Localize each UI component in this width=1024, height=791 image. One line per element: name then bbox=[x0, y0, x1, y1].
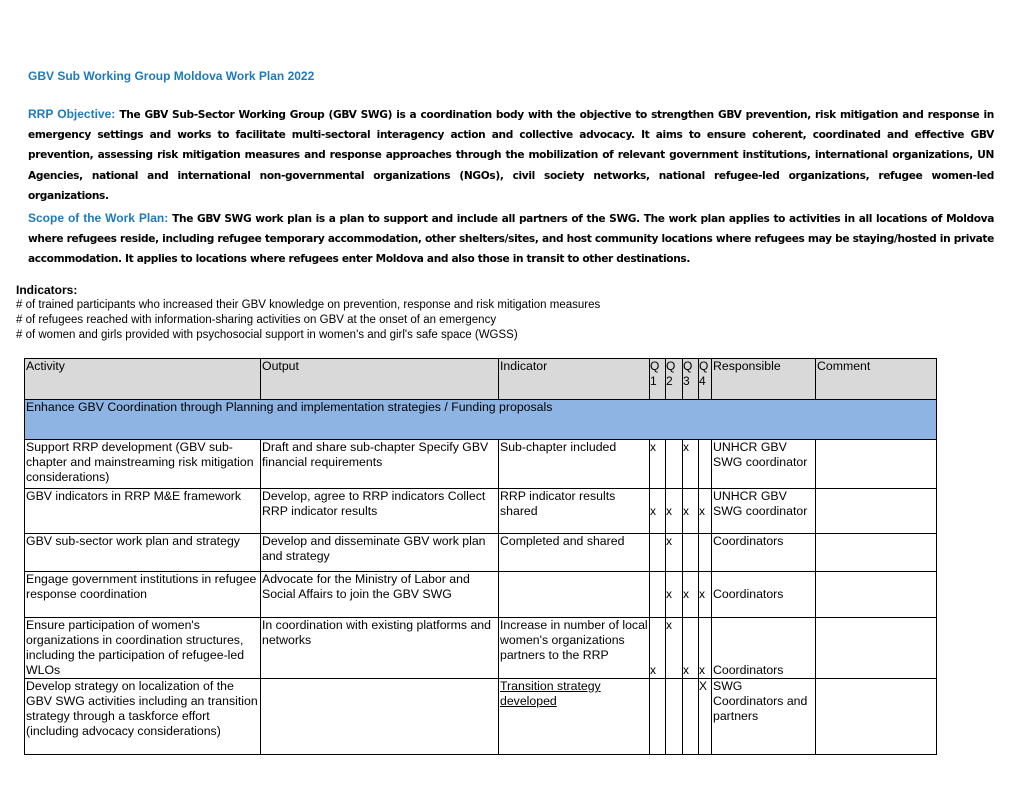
responsible-cell: SWG Coordinators and partners bbox=[712, 679, 816, 755]
q1-cell: x bbox=[650, 489, 666, 534]
activity-cell: Develop strategy on localization of the GBV SWG activities including an transition strategy through a taskforce effort (including advocacy considerations) bbox=[25, 679, 261, 755]
header-indicator: Indicator bbox=[499, 359, 650, 400]
q2-cell bbox=[666, 679, 683, 755]
indicator-item: # of women and girls provided with psychosocial support in women's and girl's safe space (WGSS) bbox=[16, 329, 518, 341]
output-cell bbox=[261, 679, 499, 755]
responsible-cell: Coordinators bbox=[712, 572, 816, 618]
q2-cell: x bbox=[666, 489, 683, 534]
responsible-cell: Coordinators bbox=[712, 618, 816, 679]
q2-cell: x bbox=[666, 618, 683, 679]
q3-cell: x bbox=[683, 440, 699, 489]
table-row bbox=[25, 440, 937, 489]
activity-cell: GBV sub-sector work plan and strategy bbox=[25, 534, 261, 572]
objective-text: The GBV Sub-Sector Working Group (GBV SWG) is a coordination body with the objective to strengthen GBV prevention, risk mitigation and response in emergency settings and works to facilitate multi-sectoral interagency action and collective advocacy. It aims to ensure coherent, coordinated and effective GBV prevention, assessing risk mitigation measures and response approaches through the mobilization of relevant government institutions, international organizations, UN Agencies, national and international non-governmental organizations (NGOs), civil society networks, national refugee-led organizations, refugee women-led organizations. bbox=[28, 109, 994, 202]
q2-cell bbox=[666, 440, 683, 489]
indicator-cell: Completed and shared bbox=[499, 534, 650, 572]
table-row bbox=[25, 572, 937, 618]
section-row bbox=[25, 400, 937, 440]
objective-label: RRP Objective: bbox=[28, 107, 116, 121]
comment-cell bbox=[816, 534, 937, 572]
comment-cell bbox=[816, 489, 937, 534]
header-activity: Activity bbox=[25, 359, 261, 400]
indicator-cell: Sub-chapter included bbox=[499, 440, 650, 489]
q4-cell bbox=[699, 440, 712, 489]
output-cell: Develop, agree to RRP indicators Collect RRP indicator results bbox=[261, 489, 499, 534]
activity-cell: GBV indicators in RRP M&E framework bbox=[25, 489, 261, 534]
q1-cell bbox=[650, 679, 666, 755]
responsible-cell: UNHCR GBV SWG coordinator bbox=[712, 489, 816, 534]
comment-cell bbox=[816, 679, 937, 755]
table-row bbox=[25, 618, 937, 679]
output-cell: Develop and disseminate GBV work plan and strategy bbox=[261, 534, 499, 572]
header-q1: Q 1 bbox=[650, 359, 666, 400]
indicator-cell bbox=[499, 572, 650, 618]
section-heading: Enhance GBV Coordination through Planning and implementation strategies / Funding proposals bbox=[25, 400, 937, 440]
comment-cell bbox=[816, 618, 937, 679]
indicator-cell: RRP indicator results shared bbox=[499, 489, 650, 534]
output-cell: Draft and share sub-chapter Specify GBV financial requirements bbox=[261, 440, 499, 489]
q2-cell: x bbox=[666, 534, 683, 572]
table-row bbox=[25, 489, 937, 534]
header-q2: Q 2 bbox=[666, 359, 683, 400]
header-q4: Q 4 bbox=[699, 359, 712, 400]
indicator-cell: Increase in number of local women's organizations partners to the RRP bbox=[499, 618, 650, 679]
q1-cell: x bbox=[650, 618, 666, 679]
indicators-heading: Indicators: bbox=[16, 283, 78, 297]
output-cell: Advocate for the Ministry of Labor and Social Affairs to join the GBV SWG bbox=[261, 572, 499, 618]
q3-cell: x bbox=[683, 489, 699, 534]
page-title: GBV Sub Working Group Moldova Work Plan 2022 bbox=[28, 69, 315, 83]
indicator-item: # of refugees reached with information-sharing activities on GBV at the onset of an emergency bbox=[16, 314, 497, 326]
header-responsible: Responsible bbox=[712, 359, 816, 400]
q1-cell bbox=[650, 534, 666, 572]
comment-cell bbox=[816, 572, 937, 618]
indicator-cell: Transition strategy developed bbox=[499, 679, 650, 755]
q4-cell bbox=[699, 534, 712, 572]
rrp-objective bbox=[28, 104, 994, 206]
q1-cell bbox=[650, 572, 666, 618]
activity-cell: Ensure participation of women's organizations in coordination structures, including the participation of refugee-led WLOs bbox=[25, 618, 261, 679]
q2-cell: x bbox=[666, 572, 683, 618]
activity-cell: Engage government institutions in refugee response coordination bbox=[25, 572, 261, 618]
work-plan-table bbox=[24, 358, 937, 755]
header-output: Output bbox=[261, 359, 499, 400]
scope-label: Scope of the Work Plan: bbox=[28, 211, 169, 225]
scope-text: The GBV SWG work plan is a plan to support and include all partners of the SWG. The work plan applies to activities in all locations of Moldova where refugees reside, including refugee temporary accommodation, other shelters/sites, and host community locations where refugees may be staying/hosted in private accommodation. It applies to locations where refugees enter Moldova and also those in transit to other destinations. bbox=[28, 213, 995, 266]
output-cell: In coordination with existing platforms and networks bbox=[261, 618, 499, 679]
table-row bbox=[25, 534, 937, 572]
q1-cell: x bbox=[650, 440, 666, 489]
q3-cell: x bbox=[683, 572, 699, 618]
q4-cell: x bbox=[699, 572, 712, 618]
q3-cell bbox=[683, 679, 699, 755]
q4-cell: X bbox=[699, 679, 712, 755]
responsible-cell: Coordinators bbox=[712, 534, 816, 572]
indicator-item: # of trained participants who increased their GBV knowledge on prevention, response and risk mitigation measures bbox=[16, 299, 601, 311]
activity-cell: Support RRP development (GBV sub-chapter and mainstreaming risk mitigation considerations) bbox=[25, 440, 261, 489]
header-q3: Q 3 bbox=[683, 359, 699, 400]
q4-cell: x bbox=[699, 489, 712, 534]
header-comment: Comment bbox=[816, 359, 937, 400]
table-row bbox=[25, 679, 937, 755]
q3-cell bbox=[683, 534, 699, 572]
responsible-cell: UNHCR GBV SWG coordinator bbox=[712, 440, 816, 489]
comment-cell bbox=[816, 440, 937, 489]
scope-of-work-plan bbox=[28, 208, 994, 270]
table-header-row bbox=[25, 359, 937, 400]
q4-cell: x bbox=[699, 618, 712, 679]
q3-cell: x bbox=[683, 618, 699, 679]
